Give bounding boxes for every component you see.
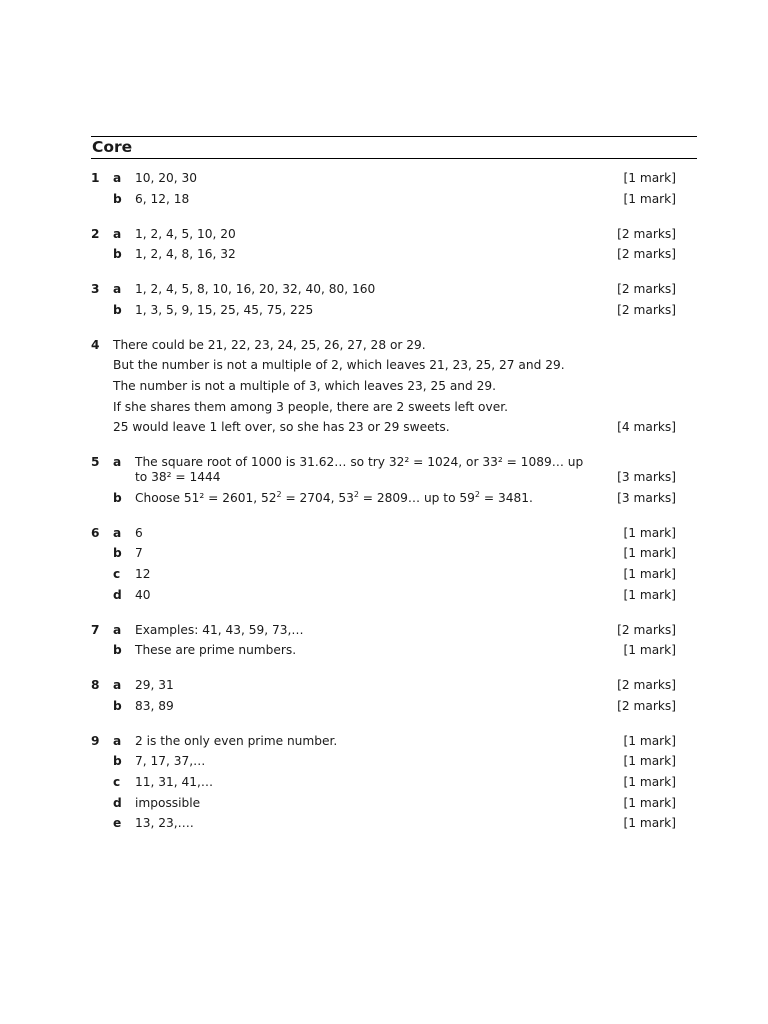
part-label: a [113, 525, 122, 540]
part-label: a [113, 455, 122, 470]
answer-text: The number is not a multiple of 3, which leaves 23, 25 and 29. [113, 378, 497, 393]
answer-text: 40 [135, 587, 151, 602]
question-6 [91, 526, 697, 603]
answer-line [91, 338, 697, 353]
answer-text: If she shares them among 3 people, there are 2 sweets left over. [113, 399, 508, 414]
answer-line [91, 379, 697, 394]
answer-text: impossible [135, 795, 201, 810]
answer-line [91, 699, 697, 714]
answer-line [91, 588, 697, 603]
part-label: b [113, 643, 122, 658]
answer-text: 7, 17, 37,… [135, 754, 206, 769]
part-label: b [113, 302, 122, 317]
answer-line [91, 227, 697, 242]
answer-line [91, 734, 697, 749]
marks-label: [1 mark] [623, 754, 676, 769]
part-label: c [113, 774, 121, 789]
answer-line [91, 775, 697, 790]
question-number: 4 [91, 337, 100, 352]
part-label: b [113, 754, 122, 769]
question-number: 8 [91, 678, 100, 693]
answer-line [91, 526, 697, 541]
answer-line [91, 247, 697, 262]
question-8 [91, 678, 697, 714]
answer-text: 1, 2, 4, 8, 16, 32 [135, 247, 236, 262]
text-segment: = 2704, 53 [281, 490, 354, 505]
answer-text: But the number is not a multiple of 2, which leaves 21, 23, 25, 27 and 29. [113, 358, 565, 373]
question-5 [91, 455, 697, 506]
answer-line [91, 678, 697, 693]
text-segment: = 3481. [480, 490, 533, 505]
marks-label: [2 marks] [617, 282, 676, 297]
marks-label: [2 marks] [617, 622, 676, 637]
answer-text: Examples: 41, 43, 59, 73,… [135, 622, 304, 637]
answer-line [91, 643, 697, 658]
marks-label: [1 mark] [623, 587, 676, 602]
marks-label: [1 mark] [623, 191, 676, 206]
section-heading: Core [92, 138, 133, 156]
marks-label: [2 marks] [617, 226, 676, 241]
part-label: b [113, 490, 122, 505]
part-label: a [113, 678, 122, 693]
part-label: b [113, 546, 122, 561]
answer-sheet [91, 136, 697, 837]
answer-line [91, 303, 697, 318]
answer-line [91, 192, 697, 207]
part-label: c [113, 566, 121, 581]
heading-rule [91, 158, 697, 159]
part-label: e [113, 816, 122, 831]
part-label: d [113, 795, 122, 810]
text-segment: = 2809… up to 59 [358, 490, 475, 505]
marks-label: [4 marks] [617, 420, 676, 435]
question-list [91, 171, 697, 831]
marks-label: [1 mark] [623, 171, 676, 185]
question-1 [91, 171, 697, 207]
question-number: 3 [91, 282, 100, 297]
question-2 [91, 227, 697, 263]
answer-line [91, 491, 697, 506]
text-segment: Choose 51² = 2601, 52 [135, 490, 277, 505]
part-label: a [113, 226, 122, 241]
superscript: 2 [276, 489, 282, 499]
question-number: 9 [91, 733, 100, 748]
answer-text: 10, 20, 30 [135, 171, 198, 185]
marks-label: [1 mark] [623, 566, 676, 581]
marks-label: [3 marks] [617, 490, 676, 505]
answer-text: 1, 2, 4, 5, 8, 10, 16, 20, 32, 40, 80, 160 [135, 282, 376, 297]
part-label: a [113, 733, 122, 748]
answer-line [91, 567, 697, 582]
answer-text: 7 [135, 546, 143, 561]
part-label: b [113, 247, 122, 262]
answer-text: 29, 31 [135, 678, 174, 693]
marks-label: [2 marks] [617, 302, 676, 317]
question-number: 6 [91, 525, 100, 540]
superscript: 2 [353, 489, 359, 499]
question-number: 5 [91, 455, 100, 470]
superscript: 2 [474, 489, 481, 499]
answer-line [91, 455, 697, 485]
answer-text: 1, 3, 5, 9, 15, 25, 45, 75, 225 [135, 302, 314, 317]
answer-text: 2 is the only even prime number. [135, 733, 338, 748]
answer-line [91, 816, 697, 831]
answer-text: 25 would leave 1 left over, so she has 23 or 29 sweets. [113, 420, 450, 435]
answer-line [91, 171, 697, 186]
answer-text: 83, 89 [135, 698, 174, 713]
part-label: a [113, 171, 122, 185]
answer-line [91, 358, 697, 373]
marks-label: [1 mark] [623, 774, 676, 789]
answer-line [91, 796, 697, 811]
marks-label: [1 mark] [623, 643, 676, 658]
part-label: b [113, 191, 122, 206]
answer-text: 1, 2, 4, 5, 10, 20 [135, 226, 236, 241]
question-number: 2 [91, 226, 100, 241]
answer-text: There could be 21, 22, 23, 24, 25, 26, 27, 28 or 29. [113, 337, 426, 352]
marks-label: [1 mark] [623, 546, 676, 561]
question-4 [91, 338, 697, 435]
question-3 [91, 282, 697, 318]
answer-text: 13, 23,…. [135, 816, 194, 831]
question-number: 7 [91, 622, 100, 637]
question-9 [91, 734, 697, 831]
answer-text: These are prime numbers. [135, 643, 297, 658]
marks-label: [2 marks] [617, 698, 676, 713]
answer-text: 11, 31, 41,… [135, 774, 214, 789]
marks-label: [1 mark] [623, 525, 676, 540]
answer-line [91, 282, 697, 297]
answer-text: 6 [135, 525, 143, 540]
answer-line [91, 623, 697, 638]
marks-label: [2 marks] [617, 247, 676, 262]
answer-text: The square root of 1000 is 31.62… so try 32² = 1024, or 33² = 1089… up to 38² = 1444 [135, 455, 584, 485]
part-label: a [113, 622, 122, 637]
marks-label: [1 mark] [623, 795, 676, 810]
answer-line [91, 420, 697, 435]
marks-label: [1 mark] [623, 733, 676, 748]
marks-label: [1 mark] [623, 816, 676, 831]
question-number: 1 [91, 171, 100, 185]
marks-label: [3 marks] [617, 470, 676, 485]
part-label: b [113, 698, 122, 713]
answer-line [91, 400, 697, 415]
marks-label: [2 marks] [617, 678, 676, 693]
answer-line [91, 546, 697, 561]
part-label: d [113, 587, 122, 602]
answer-text [135, 491, 697, 506]
answer-line [91, 754, 697, 769]
question-7 [91, 623, 697, 659]
answer-text: 12 [135, 566, 151, 581]
part-label: a [113, 282, 122, 297]
answer-text: 6, 12, 18 [135, 191, 190, 206]
